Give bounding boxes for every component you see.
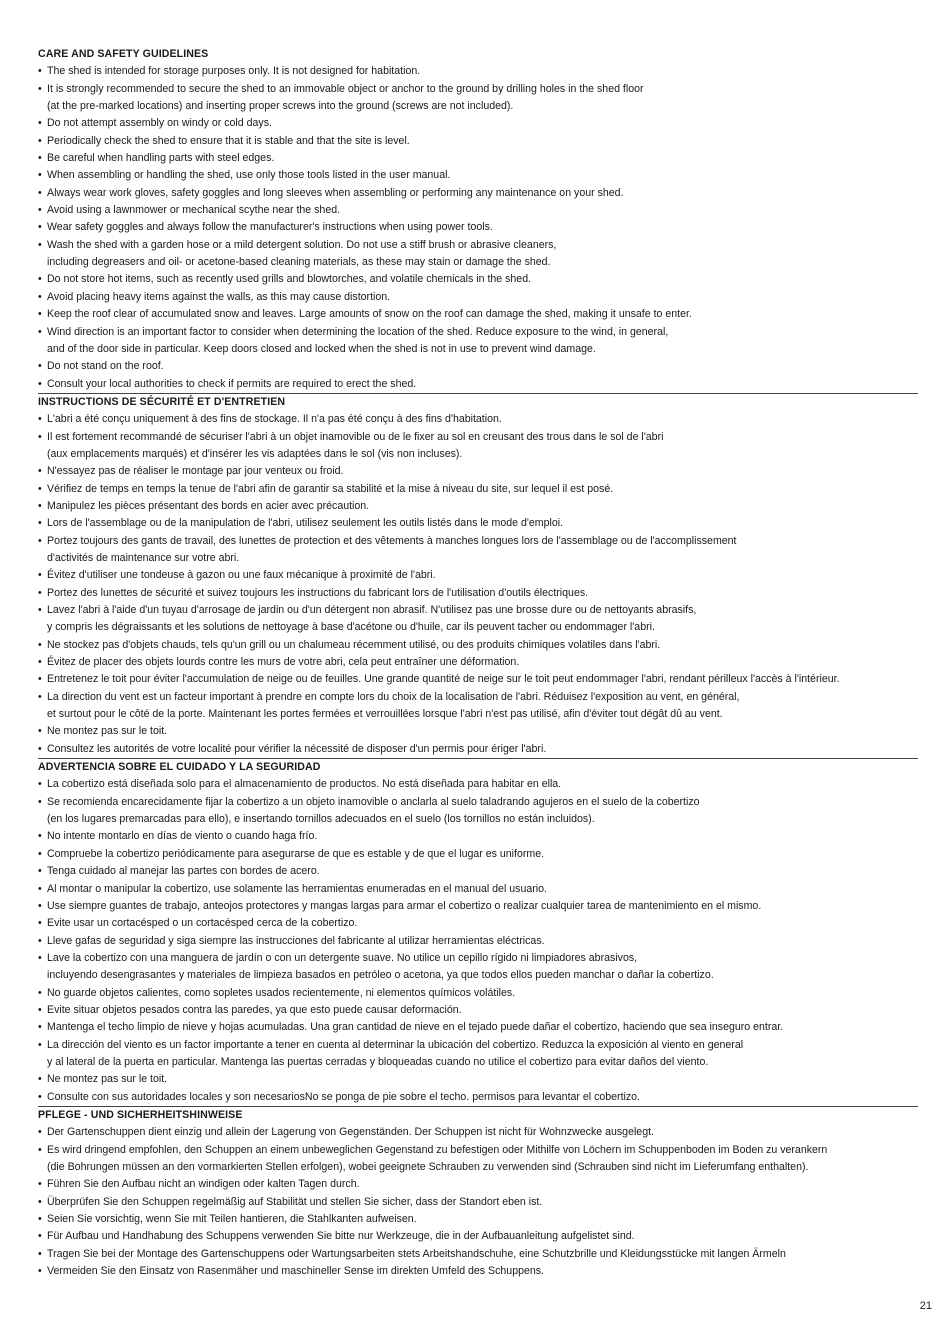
bullet-line [38,689,918,706]
bullet-line [38,376,918,393]
bullet-dot: • [38,1073,42,1086]
guideline-section [38,393,918,758]
bullet-item [38,585,918,602]
bullet-line-continued [38,619,918,636]
bullet-line [38,219,918,236]
bullet-line [38,1002,918,1019]
bullet-dot: • [38,308,42,321]
bullet-text: Entretenez le toit pour éviter l'accumulation de neige ou de feuilles. Une grande quantité de neige sur le toit peut endommager l'abri, rendant périlleux l'accès à l'intérieur. [47,673,840,686]
section-title: INSTRUCTIONS DE SÉCURITÉ ET D'ENTRETIEN [38,393,918,411]
bullet-text: Ne stockez pas d'objets chauds, tels qu'un grill ou un chalumeau récemment utilisé, ou des produits chimiques volatiles dans l'abri. [47,638,661,651]
bullet-text: Portez toujours des gants de travail, des lunettes de protection et des vêtements à manches longues lors de l'assemblage ou de l'accomplissement [47,534,737,547]
bullet-item [38,237,918,272]
bullet-dot: • [38,465,42,478]
bullet-line [38,185,918,202]
bullet-text: Évitez de placer des objets lourds contre les murs de votre abri, cela peut entraîner une déformation. [47,656,520,669]
bullet-text: Avoid using a lawnmower or mechanical scythe near the shed. [47,204,341,217]
bullet-item [38,1089,918,1106]
bullet-line [38,881,918,898]
bullet-item [38,689,918,724]
bullet-text: Führen Sie den Aufbau nicht an windigen oder kalten Tagen durch. [47,1178,360,1191]
bullet-line [38,515,918,532]
bullet-dot: • [38,1038,42,1051]
bullet-dot: • [38,725,42,738]
bullet-dot: • [38,221,42,234]
bullet-line-continued [38,254,918,271]
bullet-text: Consultez les autorités de votre localité pour vérifier la nécessité de disposer d'un permis pour ériger l'abri. [47,742,547,755]
bullet-dot: • [38,169,42,182]
section-title: ADVERTENCIA SOBRE EL CUIDADO Y LA SEGURIDAD [38,758,918,776]
bullet-item [38,828,918,845]
bullet-dot: • [38,1143,42,1156]
bullet-line [38,306,918,323]
bullet-text: Consulte con sus autoridades locales y son necesariosNo se ponga de pie sobre el techo. permisos para levantar el cobertizo. [47,1090,641,1103]
bullet-item [38,1142,918,1177]
bullet-line [38,950,918,967]
bullet-text: Evite usar un cortacésped o un cortacésped cerca de la cobertizo. [47,917,358,930]
bullet-item [38,306,918,323]
bullet-line-continued [38,341,918,358]
bullet-line [38,741,918,758]
bullet-item [38,533,918,568]
bullet-dot: • [38,604,42,616]
bullet-line [38,1194,918,1211]
bullet-item [38,741,918,758]
bullet-text: d'activités de maintenance sur votre abri. [47,551,240,564]
bullet-line [38,985,918,1002]
bullet-item [38,950,918,985]
bullet-item [38,671,918,688]
bullet-text: Se recomienda encarecidamente fijar la cobertizo a un objeto inamovible o anclarla al suelo taladrando agujeros en el suelo de la cobertizo [47,795,700,808]
bullet-item [38,881,918,898]
bullet-text: Lavez l'abri à l'aide d'un tuyau d'arrosage de jardin ou d'un détergent non abrasif. N'utilisez pas une brosse dure ou de nettoyants abrasifs, [47,604,697,616]
bullet-line [38,481,918,498]
bullet-dot: • [38,847,42,860]
bullet-dot: • [38,951,42,964]
bullet-dot: • [38,1265,42,1278]
bullet-dot: • [38,1021,42,1034]
bullet-item [38,1002,918,1019]
bullet-line [38,411,918,428]
bullet-dot: • [38,742,42,755]
bullet-dot: • [38,430,42,443]
bullet-item [38,723,918,740]
bullet-item [38,324,918,359]
bullet-dot: • [38,656,42,669]
bullet-item [38,1263,918,1280]
bullet-dot: • [38,1003,42,1016]
bullet-text: When assembling or handling the shed, use only those tools listed in the user manual. [47,169,451,182]
bullet-dot: • [38,1090,42,1103]
bullet-item [38,81,918,116]
bullet-line [38,637,918,654]
bullet-dot: • [38,934,42,947]
bullet-line [38,1176,918,1193]
bullet-item [38,863,918,880]
bullet-dot: • [38,65,42,78]
bullet-dot: • [38,673,42,686]
bullet-line [38,115,918,132]
bullet-text: La dirección del viento es un factor importante a tener en cuenta al determinar la ubicación del cobertizo. Reduzca la exposición al viento en general [47,1038,744,1051]
bullet-text: y al lateral de la puerta en particular. Mantenga las puertas cerradas y bloqueadas cuando no utilice el cobertizo para evitar daños del viento. [47,1055,709,1068]
bullet-item [38,167,918,184]
bullet-item [38,289,918,306]
bullet-line-continued [38,98,918,115]
bullet-line-continued [38,1159,918,1176]
bullet-line [38,846,918,863]
bullet-text: Evite situar objetos pesados contra las paredes, ya que esto puede causar deformación. [47,1003,462,1016]
bullet-line-continued [38,550,918,567]
bullet-text: Use siempre guantes de trabajo, anteojos protectores y mangas largas para armar el cobertizo o realizar cualquier tarea de mantenimiento en el mismo. [47,899,762,912]
bullet-dot: • [38,795,42,808]
bullet-item [38,567,918,584]
bullet-text: La direction du vent est un facteur important à prendre en compte lors du choix de la localisation de l'abri. Réduisez l'exposition au vent, en général, [47,690,740,703]
bullet-dot: • [38,586,42,599]
bullet-text: Lors de l'assemblage ou de la manipulation de l'abri, utilisez seulement les outils listés dans le mode d'emploi. [47,517,564,530]
bullet-text: Periodically check the shed to ensure that it is stable and that the site is level. [47,134,410,147]
bullet-line [38,723,918,740]
bullet-text: Tragen Sie bei der Montage des Gartenschuppens oder Wartungsarbeiten stets Arbeitshandschuhe, eine Schutzbrille und Kleidungsstücke mit langen Ärmeln [47,1247,786,1260]
bullet-dot: • [38,238,42,251]
bullet-item [38,933,918,950]
bullet-text: Überprüfen Sie den Schuppen regelmäßig auf Stabilität und stellen Sie sicher, dass der Standort eben ist. [47,1195,543,1208]
bullet-item [38,654,918,671]
bullet-dot: • [38,273,42,286]
bullet-dot: • [38,1213,42,1226]
bullet-dot: • [38,917,42,930]
bullet-item [38,915,918,932]
bullet-item [38,219,918,236]
bullet-text: Mantenga el techo limpio de nieve y hojas acumuladas. Una gran cantidad de nieve en el tejado puede dañar el cobertizo, haciendo que sea inseguro entrar. [47,1021,784,1034]
bullet-dot: • [38,290,42,303]
guideline-section [38,46,918,393]
bullet-line [38,794,918,811]
bullet-text: Do not store hot items, such as recently used grills and blowtorches, and volatile chemicals in the shed. [47,273,532,286]
bullet-dot: • [38,82,42,95]
bullet-line [38,567,918,584]
bullet-dot: • [38,1126,42,1139]
bullet-line [38,654,918,671]
bullet-item [38,515,918,532]
bullet-dot: • [38,1230,42,1243]
bullet-dot: • [38,186,42,199]
bullet-dot: • [38,377,42,390]
bullet-text: Wind direction is an important factor to consider when determining the location of the shed. Reduce exposure to the wind, in general, [47,325,669,338]
bullet-item [38,463,918,480]
bullet-dot: • [38,830,42,843]
bullet-text: Wash the shed with a garden hose or a mild detergent solution. Do not use a stiff brush or abrasive cleaners, [47,238,557,251]
bullet-text: Consult your local authorities to check if permits are required to erect the shed. [47,377,417,390]
bullet-text: y compris les dégraissants et les solutions de nettoyage à base d'acétone ou d'huile, car ils peuvent tacher ou endommager l'abri. [47,621,655,634]
bullet-text: Ne montez pas sur le toit. [47,1073,168,1086]
bullet-item [38,202,918,219]
bullet-text: N'essayez pas de réaliser le montage par jour venteux ou froid. [47,465,344,478]
bullet-dot: • [38,986,42,999]
section-title: PFLEGE - UND SICHERHEITSHINWEISE [38,1106,918,1124]
bullet-dot: • [38,413,42,426]
bullet-line [38,63,918,80]
bullet-line [38,81,918,98]
bullet-text: (aux emplacements marqués) et d'insérer les vis adaptées dans le sol (vis non incluses). [47,447,463,460]
bullet-text: Al montar o manipular la cobertizo, use solamente las herramientas enumeradas en el manual del usuario. [47,882,547,895]
bullet-dot: • [38,690,42,703]
bullet-text: (en los lugares premarcadas para ello), e insertando tornillos adecuados en el suelo (los tornillos no están incluidos). [47,813,595,826]
bullet-item [38,115,918,132]
bullet-text: and of the door side in particular. Keep doors closed and locked when the shed is not in use to prevent wind damage. [47,342,596,355]
bullet-line [38,167,918,184]
bullet-text: Do not stand on the roof. [47,360,164,373]
bullet-dot: • [38,499,42,512]
bullet-dot: • [38,325,42,338]
bullet-item [38,985,918,1002]
bullet-text: Tenga cuidado al manejar las partes con bordes de acero. [47,865,320,878]
bullet-item [38,898,918,915]
bullet-line [38,1019,918,1036]
page-number: 21 [919,1300,932,1312]
bullet-line [38,150,918,167]
bullet-line [38,671,918,688]
bullet-text: Manipulez les pièces présentant des bords en acier avec précaution. [47,499,370,512]
bullet-text: Il est fortement recommandé de sécuriser l'abri à un objet inamovible ou de le fixer au sol en creusant des trous dans le sol de l'abri [47,430,664,443]
bullet-text: Vérifiez de temps en temps la tenue de l'abri afin de garantir sa stabilité et la mise à niveau du site, sur lequel il est posé. [47,482,614,495]
bullet-line-continued [38,446,918,463]
bullet-dot: • [38,638,42,651]
bullet-item [38,498,918,515]
bullet-item [38,794,918,829]
bullet-line [38,1089,918,1106]
bullet-text: La cobertizo está diseñada solo para el almacenamiento de productos. No está diseñada para habitar en ella. [47,778,562,791]
bullet-item [38,63,918,80]
bullet-text: Always wear work gloves, safety goggles and long sleeves when assembling or performing any maintenance on your shed. [47,186,624,199]
bullet-text: Lleve gafas de seguridad y siga siempre las instrucciones del fabricante al utilizar herramientas eléctricas. [47,934,545,947]
bullet-line [38,1211,918,1228]
bullet-dot: • [38,865,42,878]
bullet-item [38,1019,918,1036]
bullet-line [38,776,918,793]
bullet-dot: • [38,1247,42,1260]
bullet-dot: • [38,117,42,130]
bullet-text: Avoid placing heavy items against the walls, as this may cause distortion. [47,290,391,303]
bullet-line [38,933,918,950]
bullet-text: Für Aufbau und Handhabung des Schuppens verwenden Sie bitte nur Werkzeuge, die in der Aufbauanleitung aufgelistet sind. [47,1230,635,1243]
section-title: CARE AND SAFETY GUIDELINES [38,48,209,60]
guideline-section [38,758,918,1106]
bullet-line [38,1246,918,1263]
bullet-text: Keep the roof clear of accumulated snow and leaves. Large amounts of snow on the roof can damage the shed, making it unsafe to enter. [47,308,692,321]
bullet-dot: • [38,569,42,582]
bullet-item [38,1037,918,1072]
bullet-line [38,133,918,150]
bullet-item [38,185,918,202]
bullet-line-continued [38,1054,918,1071]
bullet-text: The shed is intended for storage purposes only. It is not designed for habitation. [47,65,421,78]
bullet-dot: • [38,778,42,791]
bullet-item [38,1211,918,1228]
bullet-line [38,1263,918,1280]
bullet-text: Lave la cobertizo con una manguera de jardín o con un detergente suave. No utilice un cepillo rígido ni limpiadores abrasivos, [47,951,638,964]
bullet-text: including degreasers and oil- or acetone-based cleaning materials, as these may stain or damage the shed. [47,256,551,269]
bullet-text: Compruebe la cobertizo periódicamente para asegurarse de que es estable y de que el lugar es uniforme. [47,847,545,860]
bullet-line [38,1037,918,1054]
bullet-item [38,133,918,150]
bullet-text: et surtout pour le côté de la porte. Maintenant les portes fermées et verrouillées lorsque l'abri n'est pas utilisé, afin d'éviter tout dégât dû au vent. [47,708,723,721]
bullet-line [38,498,918,515]
bullet-item [38,1124,918,1141]
bullet-item [38,637,918,654]
bullet-line [38,358,918,375]
bullet-text: Wear safety goggles and always follow the manufacturer's instructions when using power tools. [47,221,493,234]
bullet-line [38,202,918,219]
bullet-text: Ne montez pas sur le toit. [47,725,168,738]
bullet-item [38,846,918,863]
bullet-dot: • [38,204,42,217]
bullet-line-continued [38,967,918,984]
bullet-text: Der Gartenschuppen dient einzig und allein der Lagerung von Gegenständen. Der Schuppen ist nicht für Wohnzwecke ausgelegt. [47,1126,654,1139]
bullet-line [38,602,918,619]
bullet-item [38,1176,918,1193]
bullet-dot: • [38,152,42,165]
bullet-line [38,915,918,932]
bullet-line-continued [38,811,918,828]
bullet-text: Seien Sie vorsichtig, wenn Sie mit Teilen hantieren, die Stahlkanten aufweisen. [47,1213,417,1226]
bullet-text: Es wird dringend empfohlen, den Schuppen an einem unbeweglichen Gegenstand zu befestigen oder Mithilfe von Löchern im Schuppenboden im Boden zu verankern [47,1143,828,1156]
bullet-dot: • [38,899,42,912]
bullet-item [38,1246,918,1263]
bullet-dot: • [38,1178,42,1191]
bullet-line [38,1124,918,1141]
bullet-line [38,271,918,288]
bullet-line [38,1228,918,1245]
bullet-dot: • [38,534,42,547]
bullet-dot: • [38,1195,42,1208]
bullet-text: (at the pre-marked locations) and inserting proper screws into the ground (screws are not included). [47,100,514,113]
bullet-item [38,1071,918,1088]
bullet-line [38,1142,918,1159]
bullet-line [38,463,918,480]
bullet-item [38,1194,918,1211]
bullet-item [38,150,918,167]
bullet-line [38,585,918,602]
bullet-line-continued [38,706,918,723]
bullet-text: (die Bohrungen müssen an den vormarkierten Stellen erfolgen), wobei geeignete Schrauben zu verwenden sind (Schrauben sind nicht im Lieferumfang enthalten). [47,1161,809,1173]
bullet-text: Évitez d'utiliser une tondeuse à gazon ou une faux mécanique à proximité de l'abri. [47,569,436,582]
bullet-text: No guarde objetos calientes, como sopletes usados recientemente, ni elementos químicos volátiles. [47,986,516,999]
bullet-item [38,1228,918,1245]
bullet-line [38,1071,918,1088]
guideline-section [38,1106,918,1280]
bullet-text: No intente montarlo en días de viento o cuando haga frío. [47,830,318,843]
bullet-item [38,776,918,793]
bullet-text: L'abri a été conçu uniquement à des fins de stockage. Il n'a pas été conçu à des fins d'habitation. [47,413,502,426]
bullet-line [38,237,918,254]
bullet-line [38,898,918,915]
bullet-dot: • [38,482,42,495]
bullet-text: incluyendo desengrasantes y materiales de limpieza basados en petróleo o acetona, ya que todos ellos pueden manchar o dañar la cobertizo. [47,969,714,982]
bullet-text: Do not attempt assembly on windy or cold days. [47,117,272,130]
bullet-line [38,324,918,341]
bullet-item [38,376,918,393]
bullet-item [38,602,918,637]
bullet-item [38,429,918,464]
bullet-line [38,828,918,845]
bullet-item [38,271,918,288]
bullet-text: It is strongly recommended to secure the shed to an immovable object or anchor to the ground by drilling holes in the shed floor [47,82,644,95]
bullet-line [38,429,918,446]
bullet-line [38,289,918,306]
bullet-item [38,481,918,498]
bullet-dot: • [38,134,42,147]
document-page [38,46,918,1280]
bullet-dot: • [38,360,42,373]
bullet-text: Vermeiden Sie den Einsatz von Rasenmäher und maschineller Sense im direkten Umfeld des Schuppens. [47,1265,545,1278]
bullet-line [38,533,918,550]
bullet-item [38,358,918,375]
bullet-text: Portez des lunettes de sécurité et suivez toujours les instructions du fabricant lors de l'utilisation d'outils électriques. [47,586,589,599]
bullet-dot: • [38,882,42,895]
bullet-item [38,411,918,428]
bullet-dot: • [38,517,42,530]
bullet-text: Be careful when handling parts with steel edges. [47,152,275,165]
bullet-line [38,863,918,880]
